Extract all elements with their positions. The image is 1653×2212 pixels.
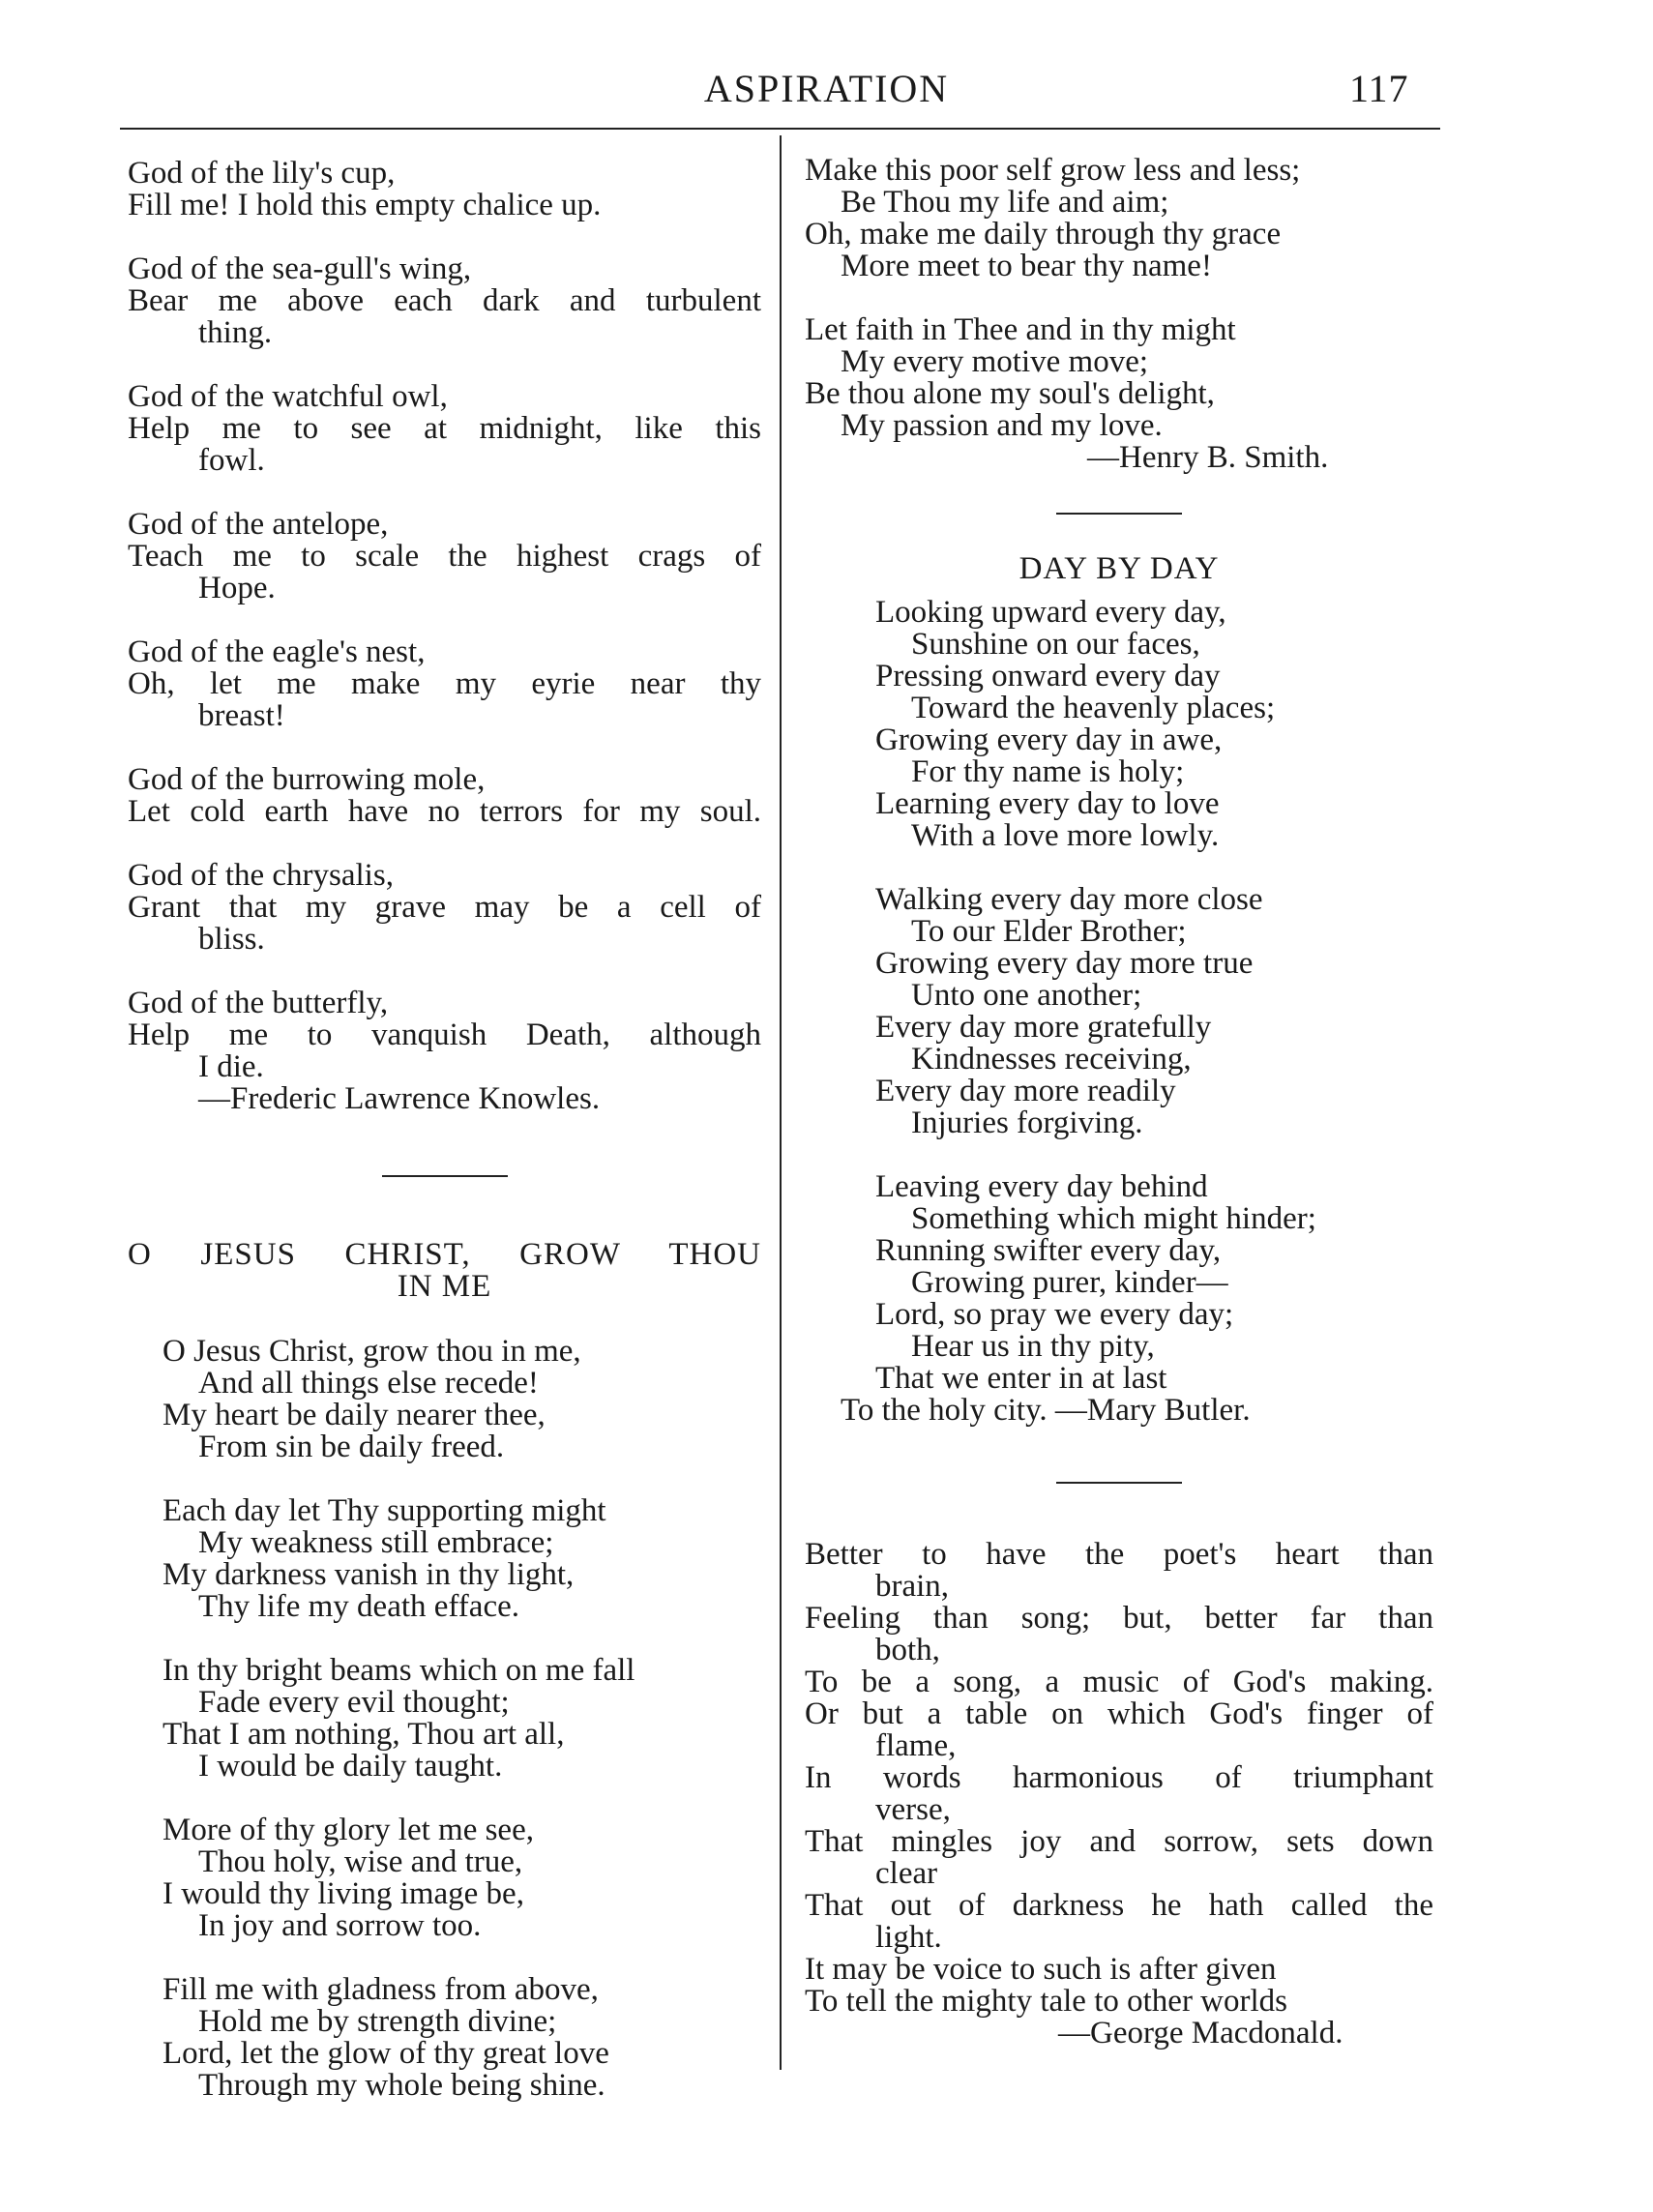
- poem-line: Injuries forgiving.: [911, 1106, 1143, 1140]
- stanza: [805, 884, 1433, 1139]
- stanza: [128, 988, 761, 1083]
- poem-line: Learning every day to love: [875, 786, 1220, 821]
- poem-line: And all things else recede!: [198, 1366, 539, 1401]
- poem-line-continuation: both,: [875, 1633, 940, 1667]
- poem-line: Be thou alone my soul's delight,: [805, 376, 1215, 411]
- poem-line: Lord, let the glow of thy great love: [162, 2036, 609, 2071]
- poem-line: My darkness vanish in thy light,: [162, 1557, 575, 1592]
- poem-line: With a love more lowly.: [911, 818, 1220, 853]
- poem-line: From sin be daily freed.: [198, 1430, 505, 1464]
- poem-line: Or but a table on which God's finger of: [805, 1696, 1433, 1731]
- poem-line: Growing purer, kinder—: [911, 1265, 1228, 1300]
- stanza: [805, 1171, 1433, 1427]
- stanza: [128, 381, 761, 477]
- stanza: [128, 1655, 761, 1783]
- poem-line: That I am nothing, Thou art all,: [162, 1717, 565, 1752]
- poem-line: That we enter in at last: [875, 1361, 1167, 1396]
- poem-line: Sunshine on our faces,: [911, 627, 1200, 662]
- attribution: —George Macdonald.: [1058, 2016, 1343, 2050]
- poem-line-continuation: Hope.: [198, 571, 276, 605]
- poem-line: Growing every day more true: [875, 946, 1254, 981]
- poem-line: Growing every day in awe,: [875, 723, 1223, 757]
- poem-line: God of the burrowing mole,: [128, 762, 486, 797]
- poem-line: Running swifter every day,: [875, 1233, 1222, 1268]
- poem-line: Help me to vanquish Death, although: [128, 1018, 761, 1052]
- column-divider: [780, 135, 782, 2070]
- poem-line: Be Thou my life and aim;: [841, 185, 1169, 220]
- poem-line-continuation: breast!: [198, 698, 285, 733]
- poem-line: Leaving every day behind: [875, 1169, 1208, 1204]
- poem-line-continuation: brain,: [875, 1569, 950, 1604]
- poem-line: My every motive move;: [841, 344, 1149, 379]
- poem-line: Make this poor self grow less and less;: [805, 153, 1301, 188]
- poem-line: More of thy glory let me see,: [162, 1813, 534, 1847]
- poem-line: Thy life my death efface.: [198, 1589, 519, 1624]
- poem-line: Fill me with gladness from above,: [162, 1972, 599, 2007]
- poem-line: Unto one another;: [911, 978, 1142, 1013]
- poem-line: Something which might hinder;: [911, 1201, 1316, 1236]
- poem-line: Better to have the poet's heart than: [805, 1537, 1433, 1572]
- stanza: [128, 636, 761, 732]
- stanza: [128, 158, 761, 221]
- poem-line: Feeling than song; but, better far than: [805, 1601, 1433, 1636]
- stanza: [128, 1336, 761, 1463]
- poem-line: God of the lily's cup,: [128, 156, 396, 191]
- poem-line: God of the antelope,: [128, 507, 389, 542]
- poem-line: Teach me to scale the highest crags of: [128, 539, 761, 574]
- poem-line: Hold me by strength divine;: [198, 2004, 557, 2039]
- poem-line: To our Elder Brother;: [911, 914, 1187, 949]
- poem-line: God of the butterfly,: [128, 986, 389, 1020]
- poem-line: Help me to see at midnight, like this: [128, 411, 761, 446]
- poem-line: God of the sea-gull's wing,: [128, 251, 472, 286]
- poem-line: Hear us in thy pity,: [911, 1329, 1155, 1364]
- poem-line: Oh, make me daily through thy grace: [805, 217, 1282, 251]
- poem-line: Every day more gratefully: [875, 1010, 1212, 1045]
- stanza: [128, 860, 761, 956]
- poem-line-continuation: clear: [875, 1856, 938, 1891]
- poem-line: I would be daily taught.: [198, 1749, 503, 1784]
- poem-line: In words harmonious of triumphant: [805, 1760, 1433, 1795]
- poem-line-continuation: flame,: [875, 1728, 957, 1763]
- poem-line: Lord, so pray we every day;: [875, 1297, 1234, 1332]
- continued-poem: [805, 155, 1433, 474]
- poem-line: Kindnesses receiving,: [911, 1042, 1192, 1077]
- poem-line: To be a song, a music of God's making.: [805, 1665, 1433, 1699]
- poem-line-continuation: light.: [875, 1920, 942, 1955]
- poem-title-continuation: IN ME: [397, 1269, 492, 1304]
- poem-line-continuation: fowl.: [198, 443, 265, 478]
- knowles-poem: [128, 158, 761, 1115]
- macdonald-poem: [805, 1539, 1433, 2050]
- stanza: [128, 1814, 761, 1942]
- stanza: [128, 253, 761, 349]
- poem-line-continuation: I die.: [198, 1049, 264, 1084]
- poem-line: Grant that my grave may be a cell of: [128, 890, 761, 925]
- poem-title: O JESUS CHRIST, GROW THOU: [128, 1237, 761, 1272]
- poem-line-continuation: bliss.: [198, 922, 265, 957]
- attribution: —Henry B. Smith.: [1087, 440, 1329, 475]
- poem-line: God of the watchful owl,: [128, 379, 448, 414]
- poem-line: Walking every day more close: [875, 882, 1263, 917]
- day-by-day-poem: [805, 553, 1433, 1427]
- poem-line-with-attribution: To the holy city. —Mary Butler.: [841, 1393, 1251, 1428]
- poem-line: Fade every evil thought;: [198, 1685, 510, 1720]
- stanza: [128, 1974, 761, 2102]
- poem-line: God of the chrysalis,: [128, 858, 394, 893]
- poem-line: That mingles joy and sorrow, sets down: [805, 1824, 1433, 1859]
- poem-line: For thy name is holy;: [911, 754, 1185, 789]
- stanza: [805, 314, 1433, 442]
- poem-line: Toward the heavenly places;: [911, 691, 1276, 725]
- poem-line: Through my whole being shine.: [198, 2068, 605, 2103]
- poem-line: My weakness still embrace;: [198, 1525, 554, 1560]
- stanza: [128, 1495, 761, 1623]
- poem-line: It may be voice to such is after given: [805, 1952, 1277, 1987]
- poem-line: To tell the mighty tale to other worlds: [805, 1984, 1288, 2019]
- stanza: [128, 764, 761, 828]
- stanza: [128, 509, 761, 605]
- page-number: 117: [1349, 67, 1409, 110]
- poem-line: My heart be daily nearer thee,: [162, 1398, 546, 1432]
- poem-line: More meet to bear thy name!: [841, 249, 1212, 283]
- poem-line: O Jesus Christ, grow thou in me,: [162, 1334, 581, 1369]
- poem-line: In joy and sorrow too.: [198, 1908, 482, 1943]
- poem-line: Let faith in Thee and in thy might: [805, 312, 1236, 347]
- poem-line: In thy bright beams which on me fall: [162, 1653, 635, 1688]
- stanza: [805, 597, 1433, 852]
- jesus-poem: [128, 1239, 761, 2102]
- poem-line: That out of darkness he hath called the: [805, 1888, 1433, 1923]
- left-column: [128, 158, 761, 2102]
- poem-line: My passion and my love.: [841, 408, 1163, 443]
- poem-line: Oh, let me make my eyrie near thy: [128, 666, 761, 701]
- poem-line: Every day more readily: [875, 1074, 1176, 1108]
- poem-line: Fill me! I hold this empty chalice up.: [128, 188, 602, 222]
- header-rule: [120, 128, 1440, 130]
- poem-line: Each day let Thy supporting might: [162, 1493, 606, 1528]
- poem-line: Pressing onward every day: [875, 659, 1221, 693]
- attribution: —Frederic Lawrence Knowles.: [198, 1081, 601, 1116]
- poem-line: Bear me above each dark and turbulent: [128, 283, 761, 318]
- poem-title: DAY BY DAY: [1018, 551, 1220, 586]
- running-title: ASPIRATION: [703, 67, 950, 110]
- poem-line: Let cold earth have no terrors for my soul.: [128, 794, 761, 829]
- poem-line-continuation: thing.: [198, 315, 273, 350]
- poem-line: Thou holy, wise and true,: [198, 1844, 523, 1879]
- poem-line: I would thy living image be,: [162, 1876, 524, 1911]
- poem-line: Looking upward every day,: [875, 595, 1226, 630]
- stanza: [805, 155, 1433, 282]
- poem-line: God of the eagle's nest,: [128, 634, 426, 669]
- poem-line-continuation: verse,: [875, 1792, 951, 1827]
- right-column: [805, 155, 1433, 2050]
